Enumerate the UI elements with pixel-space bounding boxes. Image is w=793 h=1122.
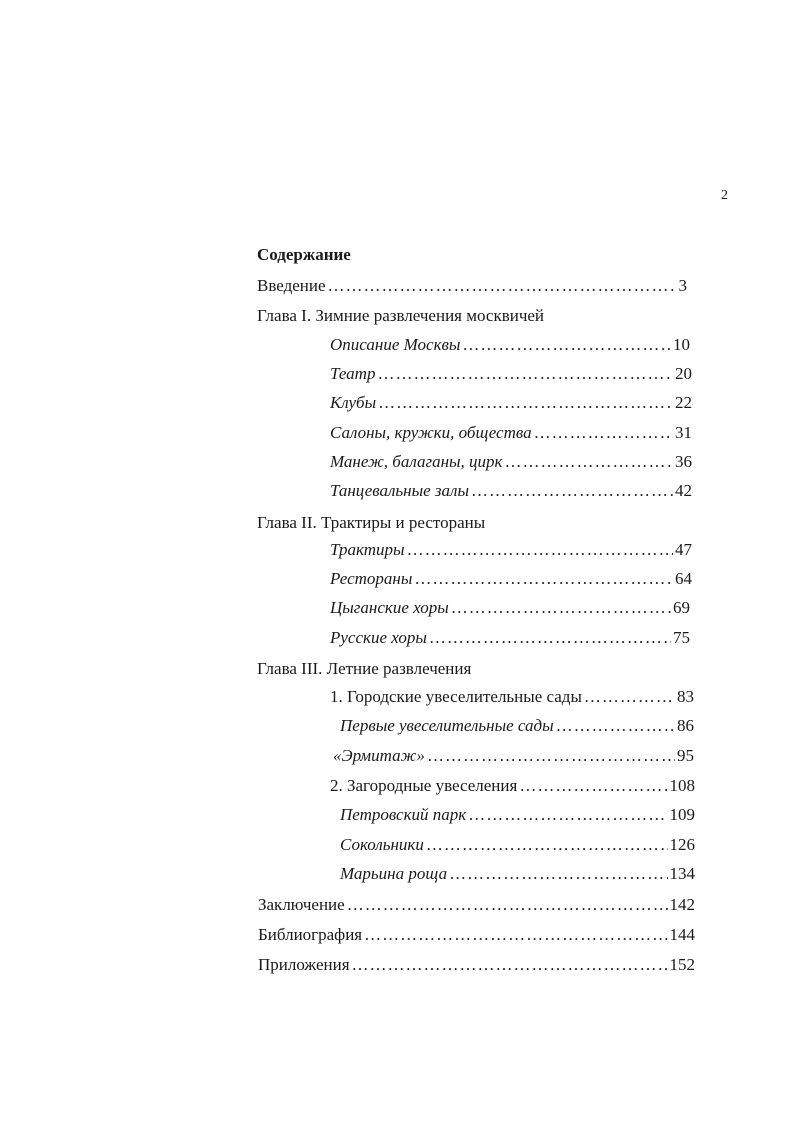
toc-entry	[330, 628, 690, 648]
toc-entry-label: Русские хоры	[330, 628, 427, 647]
dot-leader	[429, 628, 671, 648]
toc-entry-label: Петровский парк	[340, 805, 467, 824]
dot-leader	[414, 569, 673, 589]
dot-leader	[352, 955, 668, 975]
toc-entry-page: 75	[673, 628, 690, 647]
toc-entry	[330, 569, 692, 589]
dot-leader	[377, 364, 673, 384]
toc-heading: Содержание	[257, 245, 351, 264]
toc-entry-label: 2. Загородные увеселения	[330, 776, 518, 795]
dot-leader	[378, 393, 673, 413]
toc-entry	[340, 805, 695, 825]
dot-leader	[407, 540, 673, 560]
chapter-1-title: Глава I. Зимние развлечения москвичей	[257, 306, 545, 325]
toc-entry-label: Первые увеселительные сады	[340, 716, 554, 735]
toc-entry	[330, 540, 692, 560]
toc-entry-label: Танцевальные залы	[330, 481, 469, 500]
toc-entry-label: «Эрмитаж»	[333, 746, 425, 765]
toc-entry-conclusion	[258, 895, 695, 915]
dot-leader	[347, 895, 668, 915]
toc-entry	[330, 393, 692, 413]
toc-entry-page: 64	[675, 569, 692, 588]
toc-entry	[330, 452, 692, 472]
dot-leader	[462, 335, 671, 355]
toc-entry-page: 42	[675, 481, 692, 500]
toc-entry-label: Приложения	[258, 955, 350, 974]
toc-entry-page: 152	[669, 955, 695, 974]
toc-section	[330, 776, 695, 796]
toc-entry-label: Трактиры	[330, 540, 405, 559]
toc-entry-page: 69	[673, 598, 690, 617]
toc-entry-label: Театр	[330, 364, 376, 383]
toc-entry	[340, 864, 695, 884]
toc-entry-page: 10	[673, 335, 690, 354]
toc-entry-label: Цыганские хоры	[330, 598, 449, 617]
toc-entry-page: 126	[669, 835, 695, 854]
toc-entry-label: Марьина роща	[340, 864, 448, 883]
toc-entry	[330, 598, 690, 618]
toc-entry-label: Манеж, балаганы, цирк	[330, 452, 503, 471]
dot-leader	[451, 598, 671, 618]
toc-entry-bibliography	[258, 925, 695, 945]
chapter-3-title: Глава III. Летние развлечения	[257, 659, 472, 678]
dot-leader	[584, 687, 675, 707]
toc-entry	[330, 335, 690, 355]
dot-leader	[519, 776, 667, 796]
toc-entry-page: 47	[675, 540, 692, 559]
toc-entry-page: 86	[677, 716, 694, 735]
toc-entry-label: Введение	[257, 276, 326, 295]
toc-entry-page: 134	[669, 864, 695, 883]
toc-entry-page: 108	[669, 776, 695, 795]
toc-entry-label: Заключение	[258, 895, 345, 914]
toc-entry-page: 142	[669, 895, 695, 914]
toc-entry-page: 83	[677, 687, 694, 706]
toc-entry	[330, 423, 692, 443]
toc-entry	[330, 481, 692, 501]
toc-entry-page: 31	[675, 423, 692, 442]
toc-entry-page: 22	[675, 393, 692, 412]
dot-leader	[364, 925, 667, 945]
dot-leader	[534, 423, 673, 443]
toc-entry-label: Рестораны	[330, 569, 413, 588]
dot-leader	[427, 746, 675, 766]
dot-leader	[426, 835, 668, 855]
dot-leader	[471, 481, 673, 501]
toc-section	[330, 687, 694, 707]
toc-entry	[340, 835, 695, 855]
toc-entry-label: 1. Городские увеселительные сады	[330, 687, 582, 706]
toc-entry-appendices	[258, 955, 695, 975]
toc-entry-label: Библиография	[258, 925, 363, 944]
dot-leader	[505, 452, 674, 472]
toc-entry	[340, 716, 694, 736]
toc-entry-page: 95	[677, 746, 694, 765]
toc-entry-label: Сокольники	[340, 835, 424, 854]
toc-entry-page: 20	[675, 364, 692, 383]
dot-leader	[328, 276, 677, 296]
chapter-2-title: Глава II. Трактиры и рестораны	[257, 513, 486, 532]
toc-entry	[333, 746, 694, 766]
dot-leader	[449, 864, 667, 884]
page-number: 2	[721, 188, 728, 203]
toc-entry	[330, 364, 692, 384]
toc-entry-page: 144	[669, 925, 695, 944]
toc-entry-page: 109	[669, 805, 695, 824]
toc-entry-intro	[257, 276, 687, 296]
toc-entry-label: Клубы	[330, 393, 377, 412]
dot-leader	[556, 716, 675, 736]
dot-leader	[468, 805, 667, 825]
toc-entry-page: 36	[675, 452, 692, 471]
toc-entry-page: 3	[678, 276, 687, 295]
toc-entry-label: Салоны, кружки, общества	[330, 423, 532, 442]
toc-entry-label: Описание Москвы	[330, 335, 461, 354]
